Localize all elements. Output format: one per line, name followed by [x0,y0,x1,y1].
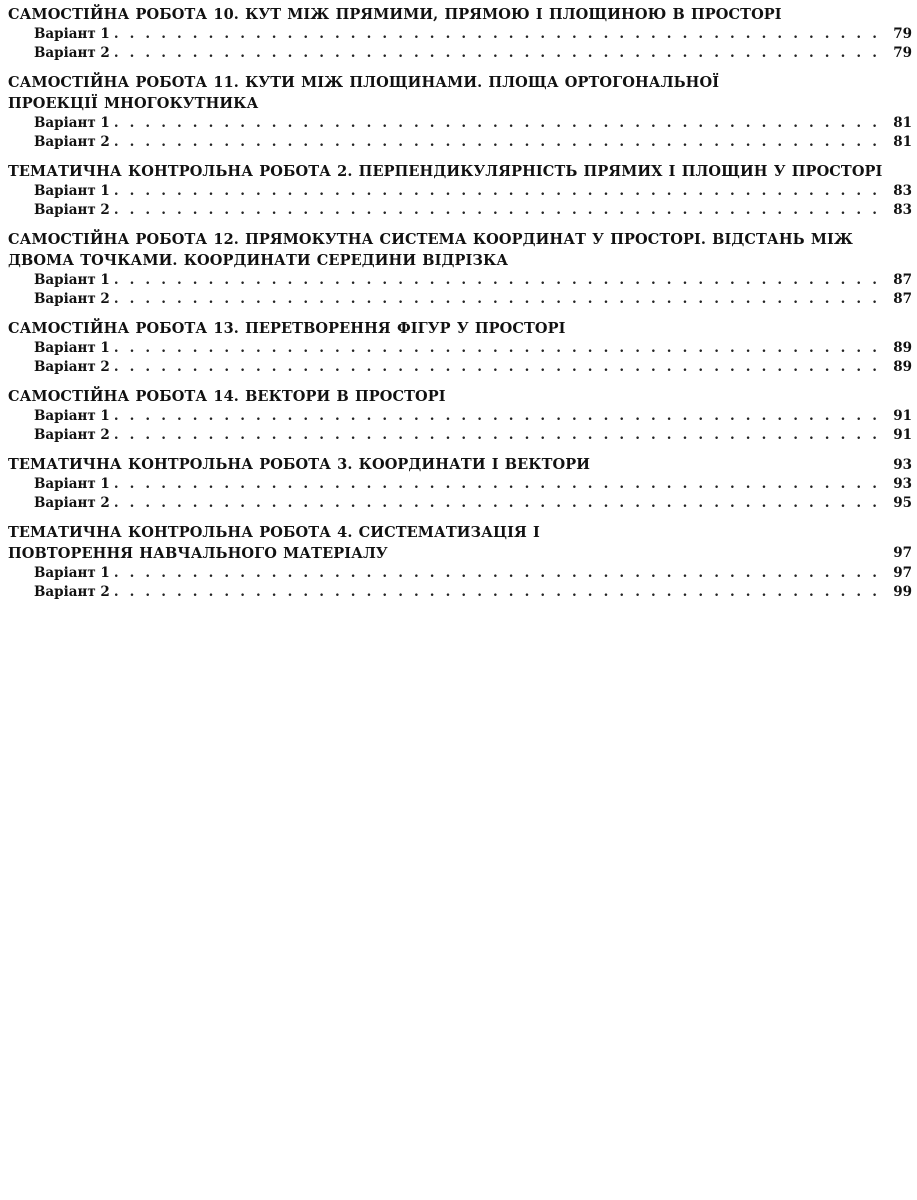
section-page-number: 93 [893,457,912,473]
section-title: САМОСТІЙНА РОБОТА 11. КУТИ МІЖ ПЛОЩИНАМИ. ПЛОЩА ОРТОГОНАЛЬНОЇ ПРОЕКЦІЇ МНОГОКУТНИКА [8,74,720,112]
toc-entry[interactable] [8,426,912,445]
entry-label: Варіант 2 [34,427,110,443]
dot-leader [114,339,886,358]
page-number: 95 [893,495,912,511]
entry-label: Варіант 2 [34,584,110,600]
dot-leader [114,290,886,309]
page-number: 87 [893,272,912,288]
entry-label: Варіант 2 [34,45,110,61]
toc-section [8,318,912,377]
page-number: 81 [893,115,912,131]
section-title-row[interactable] [8,522,912,564]
dot-leader [114,426,886,445]
entry-label: Варіант 1 [34,565,110,581]
page-number: 81 [893,134,912,150]
dot-leader [114,44,886,63]
section-title-row [8,72,912,114]
page-number: 83 [893,202,912,218]
entry-label: Варіант 1 [34,183,110,199]
section-title-row [8,229,912,271]
toc-section [8,72,912,152]
dot-leader [114,133,886,152]
dot-leader [114,358,886,377]
toc-entry[interactable] [8,201,912,220]
dot-leader [114,475,886,494]
section-title: ТЕМАТИЧНА КОНТРОЛЬНА РОБОТА 2. ПЕРПЕНДИКУЛЯРНІСТЬ ПРЯМИХ І ПЛОЩИН У ПРОСТОРІ [8,163,883,180]
toc-entry[interactable] [8,114,912,133]
entry-label: Варіант 1 [34,476,110,492]
entry-label: Варіант 1 [34,408,110,424]
section-title-row [8,318,912,339]
toc-entry[interactable] [8,182,912,201]
page-number: 97 [893,565,912,581]
toc-entry[interactable] [8,475,912,494]
page-number: 99 [893,584,912,600]
toc-entry[interactable] [8,583,912,602]
toc-entry[interactable] [8,339,912,358]
entry-label: Варіант 1 [34,115,110,131]
toc-entry[interactable] [8,133,912,152]
toc-entry[interactable] [8,271,912,290]
toc-entry[interactable] [8,407,912,426]
section-title: ТЕМАТИЧНА КОНТРОЛЬНА РОБОТА 4. СИСТЕМАТИЗАЦІЯ І ПОВТОРЕННЯ НАВЧАЛЬНОГО МАТЕРІАЛУ [8,524,540,562]
toc-section [8,229,912,309]
entry-label: Варіант 1 [34,340,110,356]
page-number: 79 [893,26,912,42]
section-title-row [8,4,912,25]
entry-label: Варіант 2 [34,495,110,511]
page-number: 91 [893,408,912,424]
toc-section [8,522,912,602]
toc-section [8,454,912,513]
dot-leader [114,25,886,44]
dot-leader [114,271,886,290]
toc-entry[interactable] [8,25,912,44]
dot-leader [114,114,886,133]
section-title: САМОСТІЙНА РОБОТА 13. ПЕРЕТВОРЕННЯ ФІГУР У ПРОСТОРІ [8,320,566,337]
section-title: ТЕМАТИЧНА КОНТРОЛЬНА РОБОТА 3. КООРДИНАТИ І ВЕКТОРИ [8,456,591,473]
section-title-row [8,161,912,182]
dot-leader [114,182,886,201]
toc-section [8,4,912,63]
section-page-number: 97 [893,545,912,561]
page-number: 89 [893,340,912,356]
section-title-row[interactable] [8,454,912,475]
section-title: САМОСТІЙНА РОБОТА 12. ПРЯМОКУТНА СИСТЕМА КООРДИНАТ У ПРОСТОРІ. ВІДСТАНЬ МІЖ ДВОМА ТОЧКАМИ. КООРДИНАТИ СЕРЕДИНИ ВІДРІЗКА [8,231,854,269]
section-title: САМОСТІЙНА РОБОТА 10. КУТ МІЖ ПРЯМИМИ, ПРЯМОЮ І ПЛОЩИНОЮ В ПРОСТОРІ [8,6,782,23]
toc-entry[interactable] [8,358,912,377]
toc-entry[interactable] [8,564,912,583]
page-number: 89 [893,359,912,375]
entry-label: Варіант 2 [34,134,110,150]
entry-label: Варіант 2 [34,291,110,307]
dot-leader [114,583,886,602]
toc-section [8,386,912,445]
toc-entry[interactable] [8,290,912,309]
page-number: 91 [893,427,912,443]
table-of-contents [8,4,912,611]
entry-label: Варіант 1 [34,272,110,288]
page-number: 83 [893,183,912,199]
section-title: САМОСТІЙНА РОБОТА 14. ВЕКТОРИ В ПРОСТОРІ [8,388,446,405]
page-number: 79 [893,45,912,61]
page-number: 87 [893,291,912,307]
section-title-row [8,386,912,407]
dot-leader [114,494,886,513]
dot-leader [114,201,886,220]
toc-entry[interactable] [8,494,912,513]
dot-leader [114,564,886,583]
dot-leader [114,407,886,426]
page-number: 93 [893,476,912,492]
toc-entry[interactable] [8,44,912,63]
entry-label: Варіант 1 [34,26,110,42]
entry-label: Варіант 2 [34,359,110,375]
entry-label: Варіант 2 [34,202,110,218]
toc-section [8,161,912,220]
